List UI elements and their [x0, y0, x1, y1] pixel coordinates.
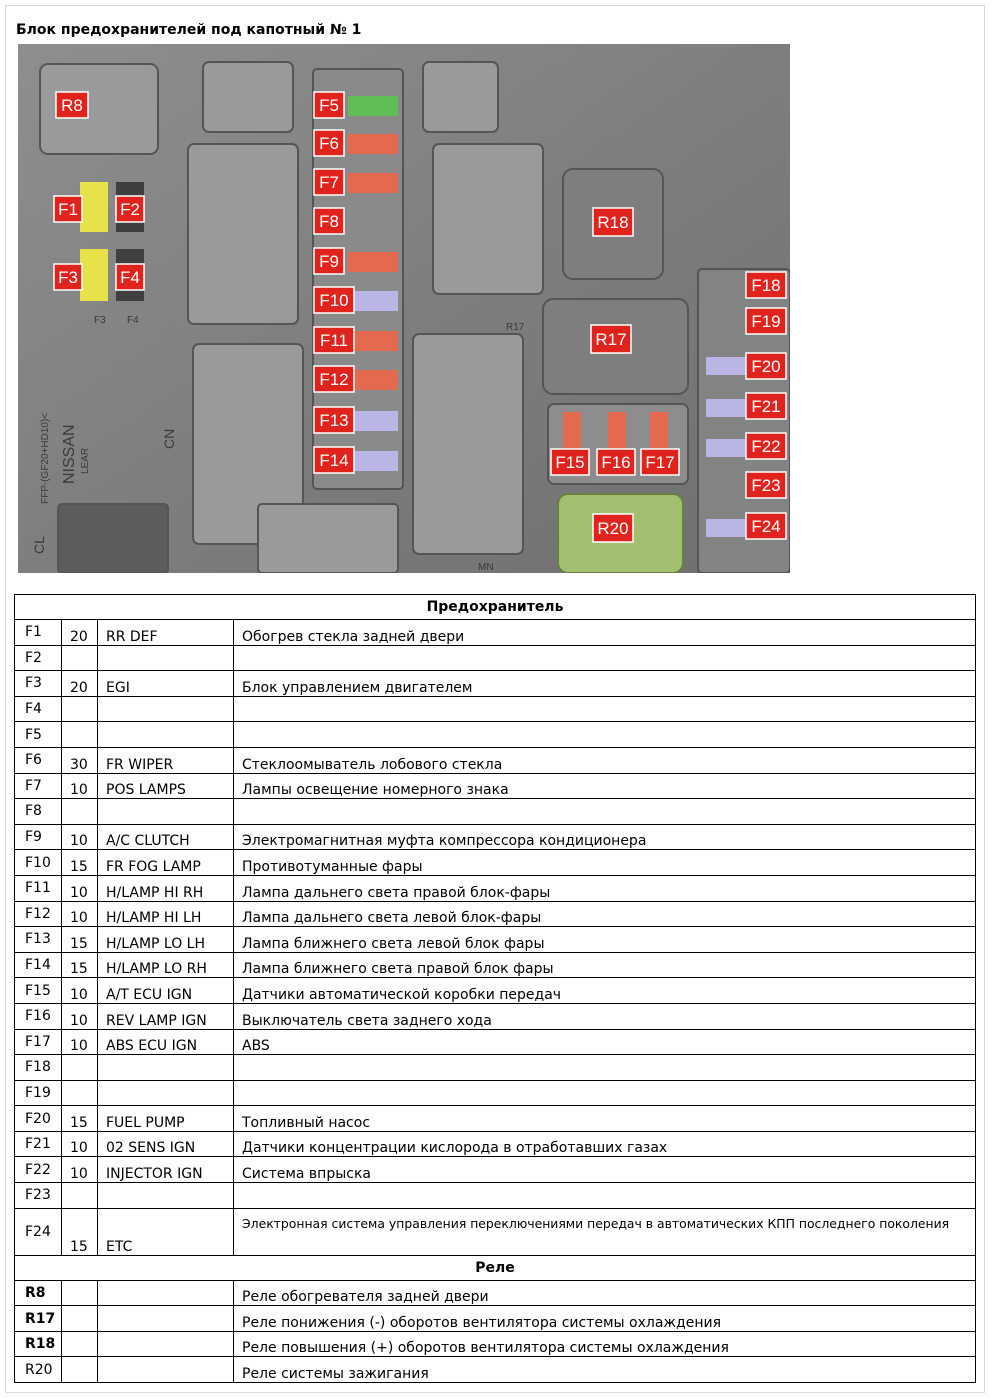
- relay-id: R18: [15, 1331, 62, 1357]
- callout-f3: [54, 264, 82, 290]
- fuse-description: [234, 799, 976, 825]
- fuse-code: RR DEF: [98, 620, 234, 646]
- fuse-description: Система впрыска: [234, 1157, 976, 1183]
- fuse-description: Лампа ближнего света левой блок фары: [234, 927, 976, 953]
- fuse-row: [15, 901, 976, 927]
- fuse-amperage: [62, 645, 98, 671]
- fuse-table: [14, 594, 976, 1383]
- fuse-description: [234, 1055, 976, 1081]
- fuse-amperage: 20: [62, 620, 98, 646]
- fuse-code: [98, 722, 234, 748]
- fuse-row: [15, 1003, 976, 1029]
- fuse-id: F7: [15, 773, 62, 799]
- callout-f18-text: F18: [751, 276, 781, 295]
- fuse-box-molding-text: FFP-(GF20+HD10)<: [40, 412, 51, 504]
- fuse-row: [15, 722, 976, 748]
- callout-f2-text: F2: [120, 200, 140, 219]
- callout-f1: [54, 196, 82, 222]
- fuse-id: F14: [15, 952, 62, 978]
- relay-row: [15, 1280, 976, 1306]
- relay-description: Реле системы зажигания: [234, 1357, 976, 1383]
- fuse-row: [15, 1183, 976, 1209]
- fuse-amperage: 10: [62, 1157, 98, 1183]
- connector-center: [433, 144, 543, 294]
- fuse-row: [15, 1029, 976, 1055]
- fuse-row: [15, 799, 976, 825]
- fuse-id: F8: [15, 799, 62, 825]
- fuse-row: [15, 1131, 976, 1157]
- callout-f11-text: F11: [319, 331, 349, 350]
- callout-f8: [314, 208, 344, 234]
- callout-f6-text: F6: [319, 134, 339, 153]
- fuse-description: [234, 645, 976, 671]
- relay-id: R8: [15, 1280, 62, 1306]
- fuse-section-header: [15, 595, 976, 620]
- callout-f17-text: F17: [645, 453, 675, 472]
- fuse-row: [15, 875, 976, 901]
- connector-left-mid: [188, 144, 298, 324]
- callout-f12: [314, 366, 354, 392]
- cl-molding-text: CL: [31, 536, 47, 554]
- fuse-id: F5: [15, 722, 62, 748]
- fuse-amperage: 15: [62, 1208, 98, 1255]
- callout-f24-text: F24: [751, 517, 781, 536]
- callout-f13: [314, 407, 354, 433]
- fuse-description: Датчики автоматической коробки передач: [234, 978, 976, 1004]
- fuse-row: [15, 671, 976, 697]
- fuse-id: F17: [15, 1029, 62, 1055]
- fuse-code: [98, 1055, 234, 1081]
- fuse-description: Лампа ближнего света правой блок фары: [234, 952, 976, 978]
- callout-f24: [746, 513, 786, 539]
- callout-f23: [746, 472, 786, 498]
- callout-f23-text: F23: [751, 476, 781, 495]
- fuse-f9-body: [348, 252, 398, 272]
- brand-sub-text: LEAR: [80, 447, 91, 474]
- callout-f18: [746, 272, 786, 298]
- relay-empty-cell: [62, 1280, 98, 1306]
- connector-center-lower: [413, 334, 523, 554]
- fuse-id: F6: [15, 747, 62, 773]
- fuse-description: [234, 696, 976, 722]
- small-f3-text: F3: [94, 315, 106, 326]
- relay-id: R20: [15, 1357, 62, 1383]
- connector-bottom-mid: [258, 504, 398, 573]
- fuse-f16-body: [608, 412, 626, 452]
- callout-r8-text: R8: [61, 96, 83, 115]
- fuse-row: [15, 1055, 976, 1081]
- fuse-amperage: 10: [62, 978, 98, 1004]
- relay-row: [15, 1306, 976, 1332]
- callout-r20-text: R20: [597, 519, 629, 538]
- callout-r17-text: R17: [595, 330, 627, 349]
- callout-f9-text: F9: [319, 252, 339, 271]
- fuse-code: H/LAMP HI LH: [98, 901, 234, 927]
- callout-r18: [593, 208, 633, 236]
- fuse-id: F22: [15, 1157, 62, 1183]
- fuse-f1-body: [80, 182, 108, 232]
- relay-empty-cell: [98, 1280, 234, 1306]
- fuse-id: F12: [15, 901, 62, 927]
- fuse-description: Лампа дальнего света правой блок-фары: [234, 875, 976, 901]
- callout-f19: [746, 308, 786, 334]
- fuse-row: [15, 952, 976, 978]
- fuse-description: ABS: [234, 1029, 976, 1055]
- callout-f22: [746, 433, 786, 459]
- fuse-id: F15: [15, 978, 62, 1004]
- callout-f14: [314, 447, 354, 473]
- fuse-row: [15, 1106, 976, 1132]
- callout-f11: [314, 327, 354, 353]
- relay-section-header: [15, 1255, 976, 1280]
- fuse-code: FUEL PUMP: [98, 1106, 234, 1132]
- fuse-id: F3: [15, 671, 62, 697]
- fuse-code: A/C CLUTCH: [98, 824, 234, 850]
- relay-id: R17: [15, 1306, 62, 1332]
- fuse-row: [15, 773, 976, 799]
- relay-empty-cell: [62, 1331, 98, 1357]
- callout-f17: [641, 449, 679, 475]
- fuse-code: EGI: [98, 671, 234, 697]
- relay-description: Реле понижения (-) оборотов вентилятора системы охлаждения: [234, 1306, 976, 1332]
- callout-f13-text: F13: [319, 411, 349, 430]
- connector-top-left: [203, 62, 293, 132]
- relay-row: [15, 1331, 976, 1357]
- fuse-amperage: 30: [62, 747, 98, 773]
- callout-f2: [116, 196, 144, 222]
- fuse-row: [15, 927, 976, 953]
- fuse-amperage: 15: [62, 850, 98, 876]
- fuse-code: [98, 696, 234, 722]
- callout-f15: [551, 449, 589, 475]
- fuse-amperage: 10: [62, 1029, 98, 1055]
- fuse-description: Топливный насос: [234, 1106, 976, 1132]
- fuse-amperage: [62, 1080, 98, 1106]
- callout-f5-text: F5: [319, 96, 339, 115]
- callout-f16: [597, 449, 635, 475]
- fuse-id: F19: [15, 1080, 62, 1106]
- fuse-row: [15, 1157, 976, 1183]
- callout-f14-text: F14: [319, 451, 349, 470]
- fuse-id: F2: [15, 645, 62, 671]
- fuse-row: [15, 850, 976, 876]
- r17-molding-text: R17: [506, 322, 525, 333]
- fuse-amperage: [62, 1183, 98, 1209]
- callout-f3-text: F3: [58, 268, 78, 287]
- fuse-amperage: 15: [62, 927, 98, 953]
- fuse-id: F24: [15, 1208, 62, 1255]
- fuse-code: REV LAMP IGN: [98, 1003, 234, 1029]
- fuse-id: F18: [15, 1055, 62, 1081]
- callout-f7-text: F7: [319, 173, 339, 192]
- mn-molding-text: MN: [478, 562, 494, 573]
- fuse-description: [234, 1080, 976, 1106]
- fuse-f7-body: [348, 173, 398, 193]
- fuse-id: F20: [15, 1106, 62, 1132]
- fuse-f11-body: [348, 331, 398, 351]
- fuse-f12-body: [348, 370, 398, 390]
- callout-f22-text: F22: [751, 437, 781, 456]
- callout-f4: [116, 264, 144, 290]
- fuse-id: F16: [15, 1003, 62, 1029]
- callout-f20-text: F20: [751, 357, 781, 376]
- callout-f21-text: F21: [751, 397, 781, 416]
- callout-f10: [314, 287, 354, 313]
- fuse-f21-body: [706, 399, 751, 417]
- fuse-id: F23: [15, 1183, 62, 1209]
- fuse-amperage: [62, 696, 98, 722]
- callout-f19-text: F19: [751, 312, 781, 331]
- fuse-id: F9: [15, 824, 62, 850]
- fuse-f3-body: [80, 249, 108, 301]
- small-f4-text: F4: [127, 315, 139, 326]
- callout-r20: [593, 514, 633, 542]
- fuse-amperage: [62, 799, 98, 825]
- callout-r18-text: R18: [597, 213, 629, 232]
- fuse-f13-body: [348, 411, 398, 431]
- fuse-f17-body: [650, 412, 668, 452]
- callout-f10-text: F10: [319, 291, 349, 310]
- fuse-code: INJECTOR IGN: [98, 1157, 234, 1183]
- callout-f9: [314, 248, 344, 274]
- fuse-description: Датчики концентрации кислорода в отработавших газах: [234, 1131, 976, 1157]
- callout-r17: [591, 325, 631, 353]
- fuse-description: Лампа дальнего света левой блок-фары: [234, 901, 976, 927]
- fuse-description: [234, 722, 976, 748]
- relay-description: Реле повышения (+) оборотов вентилятора системы охлаждения: [234, 1331, 976, 1357]
- fuse-id: F1: [15, 620, 62, 646]
- callout-f5: [314, 92, 344, 118]
- fuse-code: FR WIPER: [98, 747, 234, 773]
- relay-empty-cell: [98, 1331, 234, 1357]
- callout-f21: [746, 393, 786, 419]
- brand-molding-text: NISSAN: [61, 424, 78, 484]
- fuse-amperage: [62, 1055, 98, 1081]
- cn-molding-text: CN: [161, 428, 177, 449]
- callout-f12-text: F12: [319, 370, 349, 389]
- fuse-description: Лампы освещение номерного знака: [234, 773, 976, 799]
- relay-empty-cell: [98, 1357, 234, 1383]
- fuse-id: F21: [15, 1131, 62, 1157]
- callout-f6: [314, 130, 344, 156]
- fuse-code: ABS ECU IGN: [98, 1029, 234, 1055]
- fuse-f6-body: [348, 134, 398, 154]
- fuse-code: FR FOG LAMP: [98, 850, 234, 876]
- connector-bottom-left: [58, 504, 168, 573]
- fuse-amperage: 15: [62, 952, 98, 978]
- fuse-description: Стеклоомыватель лобового стекла: [234, 747, 976, 773]
- fuse-row: [15, 1080, 976, 1106]
- fuse-f15-body: [563, 412, 581, 452]
- fuse-amperage: 15: [62, 1106, 98, 1132]
- fuse-id: F10: [15, 850, 62, 876]
- fuse-description: Противотуманные фары: [234, 850, 976, 876]
- fuse-f14-body: [348, 451, 398, 471]
- fuse-amperage: 10: [62, 901, 98, 927]
- fuse-code: ETC: [98, 1208, 234, 1255]
- fuse-amperage: 10: [62, 1003, 98, 1029]
- callout-f7: [314, 169, 344, 195]
- fuse-row: [15, 978, 976, 1004]
- relay-empty-cell: [62, 1306, 98, 1332]
- fuse-code: A/T ECU IGN: [98, 978, 234, 1004]
- callout-f20: [746, 353, 786, 379]
- fuse-amperage: 10: [62, 773, 98, 799]
- document-title: Блок предохранителей под капотный № 1: [16, 22, 362, 38]
- fuse-description: Обогрев стекла задней двери: [234, 620, 976, 646]
- relay-description: Реле обогревателя задней двери: [234, 1280, 976, 1306]
- fuse-amperage: 20: [62, 671, 98, 697]
- fuse-code: [98, 1183, 234, 1209]
- fuse-amperage: 10: [62, 875, 98, 901]
- fuse-amperage: [62, 722, 98, 748]
- relay-empty-cell: [98, 1306, 234, 1332]
- fuse-code: POS LAMPS: [98, 773, 234, 799]
- relay-empty-cell: [62, 1357, 98, 1383]
- fuse-row: [15, 747, 976, 773]
- callout-r8: [56, 92, 88, 118]
- fuse-row: [15, 1208, 976, 1255]
- fuse-box-photo: [18, 44, 790, 573]
- fuse-description: Электромагнитная муфта компрессора кондиционера: [234, 824, 976, 850]
- fuse-id: F11: [15, 875, 62, 901]
- fuse-code: 02 SENS IGN: [98, 1131, 234, 1157]
- fuse-description: [234, 1183, 976, 1209]
- callout-f4-text: F4: [120, 268, 140, 287]
- fuse-amperage: 10: [62, 1131, 98, 1157]
- fuse-code: H/LAMP LO LH: [98, 927, 234, 953]
- fuse-code: [98, 1080, 234, 1106]
- fuse-code: H/LAMP LO RH: [98, 952, 234, 978]
- fuse-row: [15, 645, 976, 671]
- fuse-f22-body: [706, 439, 751, 457]
- fuse-id: F4: [15, 696, 62, 722]
- fuse-f24-body: [706, 519, 751, 537]
- callout-f15-text: F15: [555, 453, 585, 472]
- fuse-f10-body: [348, 291, 398, 311]
- fuse-description: Блок управлением двигателем: [234, 671, 976, 697]
- fuse-row: [15, 824, 976, 850]
- fuse-code: H/LAMP HI RH: [98, 875, 234, 901]
- callout-f16-text: F16: [601, 453, 631, 472]
- fuse-description: Электронная система управления переключениями передач в автоматических КПП последнего поколения: [234, 1208, 976, 1255]
- fuse-f20-body: [706, 357, 751, 375]
- fuse-code: [98, 799, 234, 825]
- relay-row: [15, 1357, 976, 1383]
- fuse-id: F13: [15, 927, 62, 953]
- fuse-f5-body: [348, 96, 398, 116]
- connector-top-right: [423, 62, 498, 132]
- callout-f1-text: F1: [58, 200, 78, 219]
- fuse-row: [15, 696, 976, 722]
- callout-f8-text: F8: [319, 212, 339, 231]
- fuse-row: [15, 620, 976, 646]
- fuse-section-title: Предохранитель: [15, 595, 976, 620]
- fuse-description: Выключатель света заднего хода: [234, 1003, 976, 1029]
- relay-section-title: Реле: [15, 1255, 976, 1280]
- fuse-code: [98, 645, 234, 671]
- fuse-amperage: 10: [62, 824, 98, 850]
